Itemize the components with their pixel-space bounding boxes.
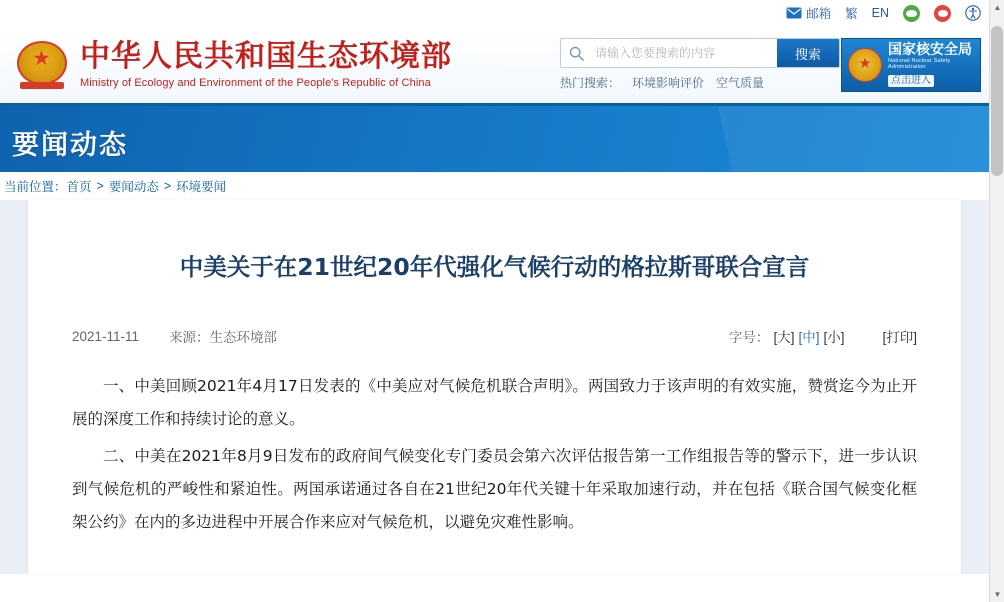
- national-emblem-icon: ★: [14, 37, 70, 93]
- article-date: 2021-11-11: [72, 328, 140, 344]
- article-paragraph-1: 一、中美回顾2021年4月17日发表的《中美应对气候危机联合声明》。两国致力于该声明的有效实施，赞赏迄今为止开展的深度工作和持续讨论的意义。: [72, 377, 917, 428]
- search-block: [560, 38, 840, 91]
- hot-search-row: [560, 74, 840, 91]
- site-title-en: Ministry of Ecology and Environment of the People's Republic of China: [80, 77, 431, 89]
- breadcrumb-item-home[interactable]: 首页: [66, 180, 92, 194]
- article-meta-row: [72, 326, 917, 356]
- page-background: [0, 200, 989, 574]
- weibo-icon: [934, 5, 951, 22]
- search-icon: [561, 39, 591, 67]
- weibo-link[interactable]: [934, 5, 951, 22]
- article-paragraph-2: 二、中美在2021年8月9日发布的政府间气候变化专门委员会第六次评估报告第一工作组报告等的警示下，进一步认识到气候危机的严峻性和紧迫性。两国承诺通过各自在21世纪20年代关键十年采取加速行动，并在包括《联合国气候变化框架公约》在内的多边进程中开展合作来应对气候危机，以避免灾难性影响。: [72, 447, 917, 531]
- article-tools: [729, 326, 917, 346]
- fontsize-large-button[interactable]: [大]: [773, 330, 795, 345]
- site-header: [0, 26, 989, 106]
- site-title-block[interactable]: [80, 40, 452, 89]
- search-input[interactable]: [591, 39, 777, 67]
- page-title: 中美关于在21世纪20年代强化气候行动的格拉斯哥联合宣言: [179, 253, 810, 281]
- traditional-chinese-link[interactable]: [845, 4, 858, 22]
- accessibility-link[interactable]: [965, 5, 981, 21]
- breadcrumb-separator-1: >: [96, 179, 104, 193]
- top-utility-bar: [0, 0, 989, 26]
- mail-label: 邮箱: [806, 7, 832, 21]
- scroll-up-arrow-icon[interactable]: ▲: [993, 3, 1002, 12]
- channel-banner: [0, 106, 989, 172]
- hot-search-item-0[interactable]: 环境影响评价: [632, 76, 705, 90]
- nnsa-title-cn: 国家核安全局: [888, 41, 972, 58]
- article-body: [72, 370, 917, 539]
- scroll-down-arrow-icon[interactable]: ▼: [993, 590, 1002, 599]
- wechat-icon: [903, 5, 920, 22]
- nnsa-text-block: [888, 41, 980, 88]
- hot-search-item-1[interactable]: 空气质量: [716, 76, 765, 90]
- search-row: [560, 38, 840, 68]
- english-link[interactable]: [872, 6, 889, 20]
- mail-link[interactable]: [786, 4, 831, 22]
- site-title-cn: 中华人民共和国生态环境部: [80, 39, 452, 74]
- traditional-label: 繁: [845, 7, 858, 21]
- article-source-label: 来源：: [169, 330, 210, 345]
- search-button[interactable]: 搜索: [777, 39, 839, 67]
- breadcrumb-item-current[interactable]: 环境要闻: [176, 180, 227, 194]
- scrollbar-thumb[interactable]: [991, 26, 1003, 176]
- fontsize-medium-button[interactable]: [中]: [798, 330, 820, 345]
- breadcrumb-label: 当前位置：: [4, 180, 67, 194]
- mail-icon: [786, 7, 802, 19]
- accessibility-icon: [965, 5, 981, 21]
- nnsa-title-en: National Nuclear Safety Administration: [888, 57, 951, 70]
- english-label: EN: [871, 6, 889, 20]
- article-card: [28, 200, 961, 574]
- breadcrumb-separator-2: >: [163, 179, 172, 193]
- breadcrumb: [0, 172, 989, 200]
- wechat-link[interactable]: [903, 5, 920, 22]
- print-button[interactable]: [打印]: [882, 330, 917, 345]
- article-source: 生态环境部: [209, 330, 278, 345]
- hot-search-label: 热门搜索：: [560, 76, 621, 90]
- nnsa-banner[interactable]: [841, 38, 981, 92]
- page-scrollbar[interactable]: [989, 0, 1004, 602]
- fontsize-small-button[interactable]: [小]: [823, 330, 845, 345]
- channel-title: 要闻动态: [12, 130, 128, 161]
- breadcrumb-item-news[interactable]: 要闻动态: [108, 180, 159, 194]
- fontsize-label: 字号：: [728, 330, 770, 345]
- nnsa-emblem-icon: [848, 48, 882, 82]
- nnsa-enter-label: 点击进入: [888, 75, 934, 87]
